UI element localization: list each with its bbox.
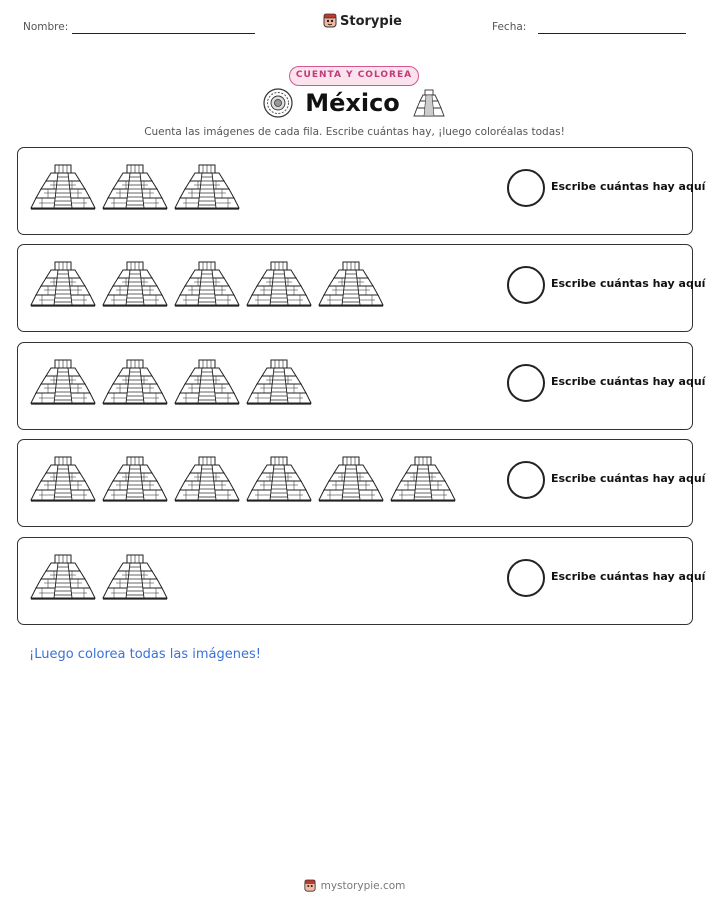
aztec-calendar-icon (263, 88, 293, 118)
pyramid-icon[interactable] (174, 164, 240, 214)
counting-row (17, 147, 706, 235)
answer-prompt: Escribe cuántas hay aquí (551, 180, 706, 193)
pyramid-icon (412, 88, 446, 118)
counting-row (17, 439, 706, 527)
brand-name: Storypie (340, 13, 402, 29)
pyramid-group (30, 359, 312, 409)
pyramid-icon[interactable] (174, 456, 240, 506)
pyramid-icon[interactable] (102, 456, 168, 506)
answer-prompt: Escribe cuántas hay aquí (551, 375, 706, 388)
pyramid-icon[interactable] (102, 359, 168, 409)
pyramid-group (30, 456, 456, 506)
storypie-mascot-icon (323, 13, 337, 29)
answer-circle[interactable] (507, 559, 545, 597)
pyramid-icon[interactable] (318, 456, 384, 506)
pyramid-icon[interactable] (246, 359, 312, 409)
storypie-logo (323, 13, 402, 29)
pyramid-icon[interactable] (30, 359, 96, 409)
pyramid-icon[interactable] (102, 164, 168, 214)
pyramid-icon[interactable] (246, 456, 312, 506)
pyramid-icon[interactable] (390, 456, 456, 506)
page-title: México (305, 89, 400, 117)
answer-prompt: Escribe cuántas hay aquí (551, 472, 706, 485)
name-label: Nombre: (23, 21, 69, 33)
activity-badge: CUENTA Y COLOREA (289, 66, 419, 86)
counting-row (17, 537, 706, 625)
pyramid-group (30, 164, 240, 214)
answer-circle[interactable] (507, 461, 545, 499)
pyramid-icon[interactable] (30, 554, 96, 604)
title-row (0, 88, 709, 118)
date-field-line[interactable] (538, 33, 686, 34)
pyramid-icon[interactable] (174, 359, 240, 409)
answer-circle[interactable] (507, 364, 545, 402)
instructions: Cuenta las imágenes de cada fila. Escribe cuántas hay, ¡luego coloréalas todas! (144, 126, 565, 138)
pyramid-icon[interactable] (318, 261, 384, 311)
answer-circle[interactable] (507, 169, 545, 207)
answer-circle[interactable] (507, 266, 545, 304)
answer-prompt: Escribe cuántas hay aquí (551, 277, 706, 290)
answer-prompt: Escribe cuántas hay aquí (551, 570, 706, 583)
name-field-line[interactable] (72, 33, 255, 34)
pyramid-icon[interactable] (246, 261, 312, 311)
pyramid-group (30, 554, 168, 604)
footer-site: mystorypie.com (320, 880, 406, 892)
footer-note: ¡Luego colorea todas las imágenes! (29, 647, 261, 662)
counting-row (17, 244, 706, 332)
date-label: Fecha: (492, 21, 527, 33)
counting-row (17, 342, 706, 430)
storypie-mascot-icon (304, 879, 316, 893)
pyramid-icon[interactable] (174, 261, 240, 311)
pyramid-icon[interactable] (102, 261, 168, 311)
footer (0, 879, 709, 893)
pyramid-icon[interactable] (30, 261, 96, 311)
pyramid-icon[interactable] (102, 554, 168, 604)
pyramid-icon[interactable] (30, 456, 96, 506)
pyramid-group (30, 261, 384, 311)
pyramid-icon[interactable] (30, 164, 96, 214)
